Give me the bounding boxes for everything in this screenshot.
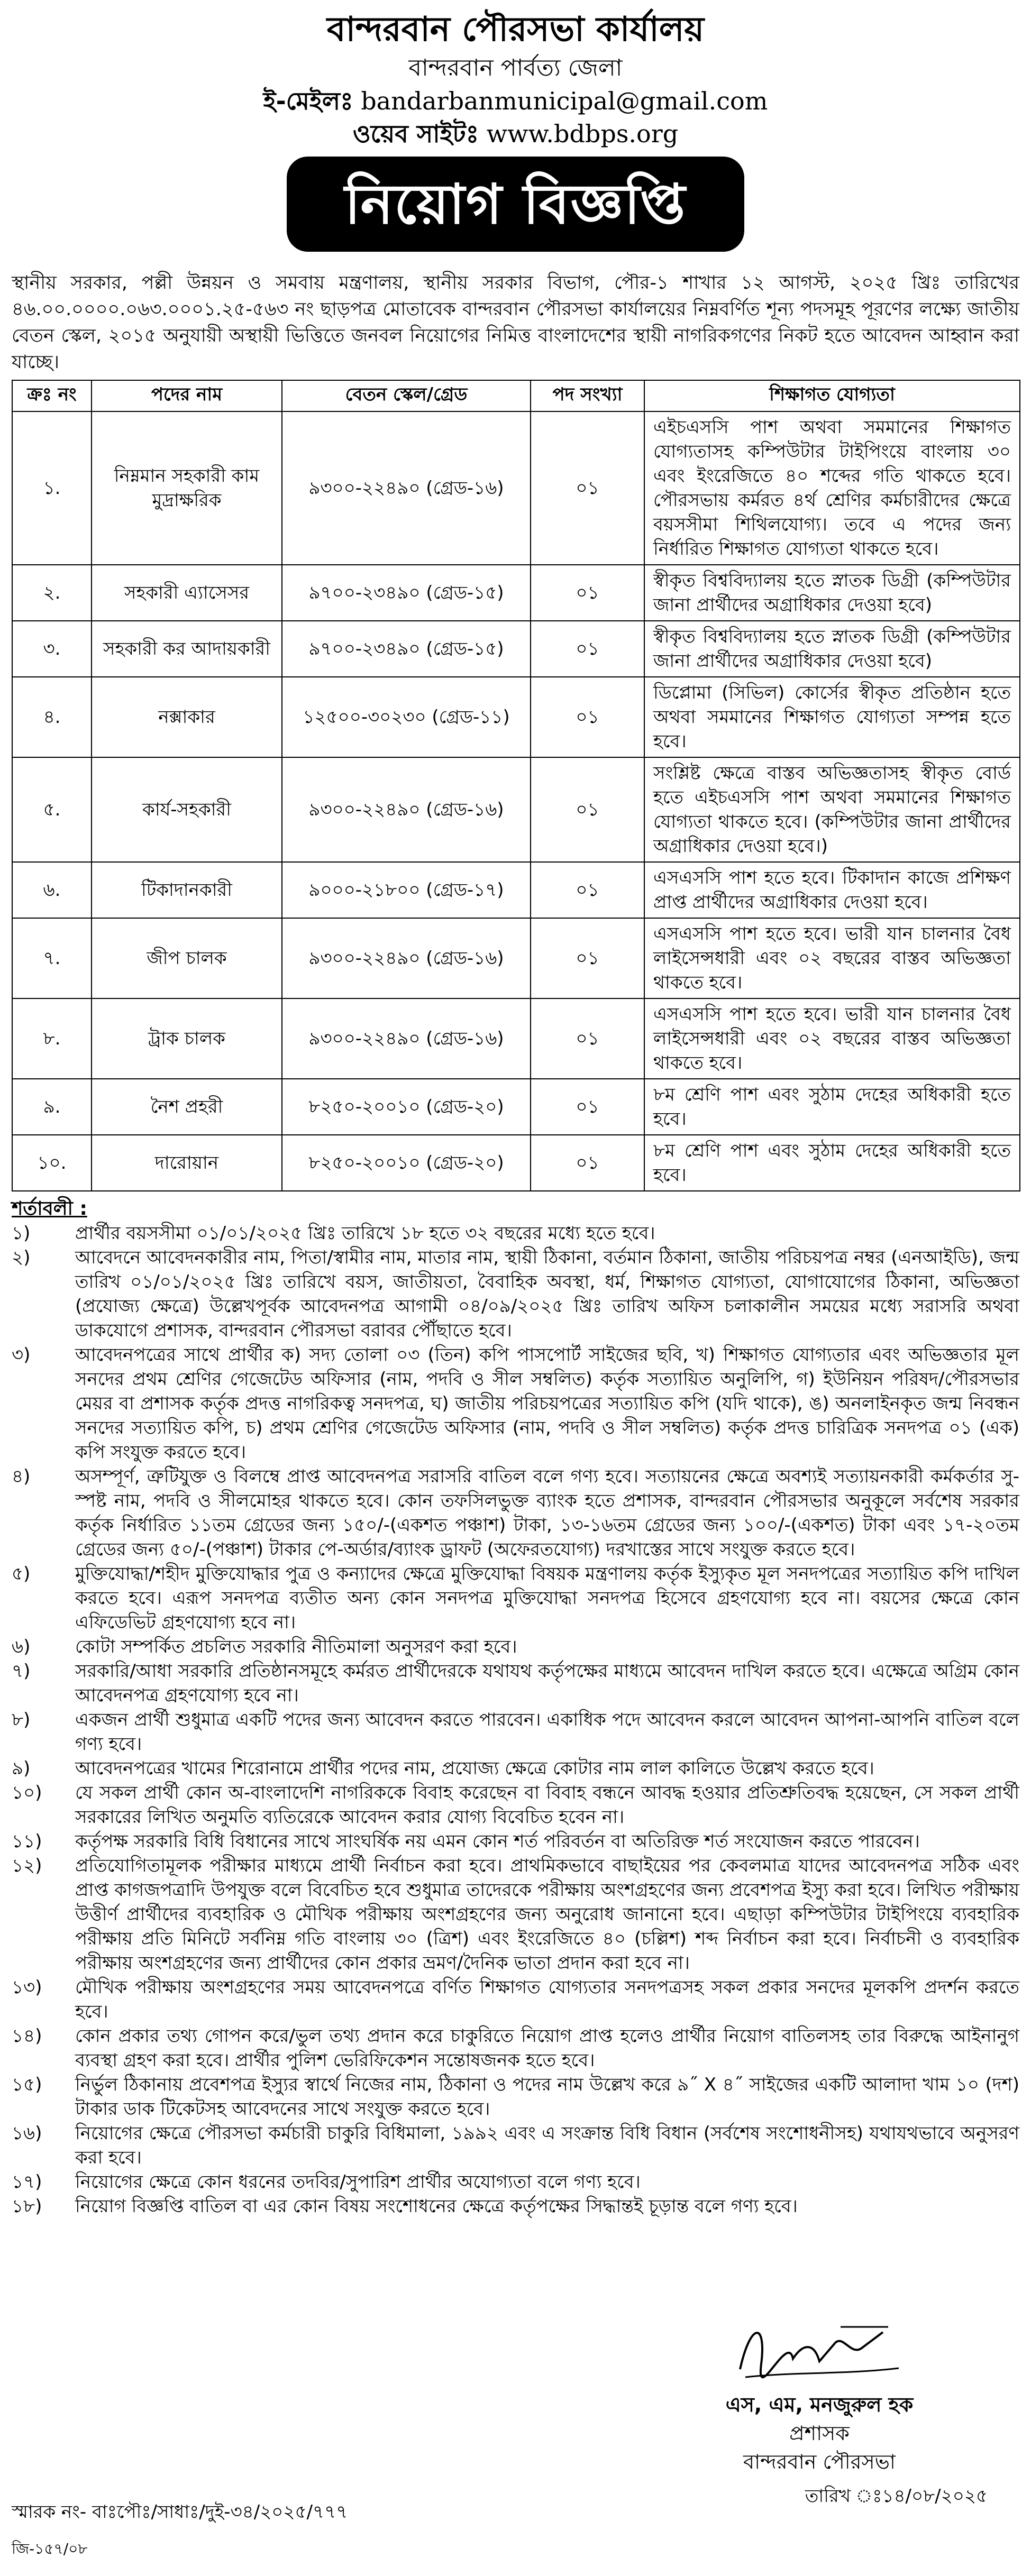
condition-item [12, 1562, 1019, 1635]
table-row [12, 862, 1020, 918]
table-header-row [12, 380, 1020, 411]
email-label: ই-মেইলঃ [263, 87, 353, 115]
col-header-scale: বেতন স্কেল/গ্রেড [282, 380, 531, 411]
condition-text: আবেদনপত্রের সাথে প্রার্থীর ক) সদ্য তোলা ০৩ (তিন) কপি পাসপোর্ট সাইজের ছবি, খ) শিক্ষাগত যোগ্যতার এবং অভিজ্ঞতার মূল সনদের প্রথম শ্রেণির গেজেটেড অফিসার (নাম, পদবি ও সীল সম্বলিত) কর্তৃক সত্যায়িত অনুলিপি, গ) ইউনিয়ন পরিষদ/পৌরসভার মেয়র বা প্রশাসক কর্তৃক প্রদত্ত নাগরিকত্ব সনদপত্র, ঘ) জাতীয় পরিচয়পত্রের সত্যায়িত কপি (যদি থাকে), ঙ) অনলাইনকৃত জন্ম নিবন্ধন সনদের সত্যায়িত কপি, চ) প্রথম শ্রেণির গেজেটেড অফিসার (নাম, পদবি ও সীল সম্বলিত) কর্তৃক প্রদত্ত চারিত্রিক সনদপত্র ০১ (এক) কপি সংযুক্ত করতে হবে। [75, 1344, 1019, 1463]
table-row [12, 565, 1020, 621]
cell-post-name: সহকারী কর আদায়কারী [92, 621, 282, 677]
condition-item [12, 2170, 1019, 2194]
condition-number: ১২) [12, 1855, 42, 1876]
condition-text: প্রার্থীর বয়সসীমা ০১/০১/২০২৫ খ্রিঃ তারিখে ১৮ হতে ৩২ বছরের মধ্যে হতে হবে। [75, 1223, 655, 1244]
signature-image [671, 2311, 968, 2390]
condition-item [12, 2024, 1019, 2073]
condition-text: নিয়োগ বিজ্ঞপ্তি বাতিল বা এর কোন বিষয় সংশোধনের ক্ষেত্রে কর্তৃপক্ষের সিদ্ধান্তই চূড়ান্ত বলে গণ্য হবে। [75, 2196, 798, 2217]
condition-number: ১৫) [12, 2074, 42, 2095]
cell-post-count: ০১ [531, 918, 644, 998]
cell-post-count: ০১ [531, 1135, 644, 1191]
table-row [12, 411, 1020, 565]
cell-qualification: ৮ম শ্রেণি পাশ এবং সুঠাম দেহের অধিকারী হতে হবে। [644, 1079, 1020, 1135]
notice-date: তারিখ ঃ১৪/০৮/২০২৫ [805, 2486, 988, 2507]
condition-item [12, 1464, 1019, 1562]
cell-serial: ৫. [12, 757, 92, 862]
organization-name: বান্দরবান পৌরসভা কার্যালয় [326, 10, 705, 49]
condition-item [12, 2121, 1019, 2170]
cell-pay-scale: ৯৩০০-২২৪৯০ (গ্রেড-১৬) [282, 998, 531, 1079]
cell-post-name: টিকাদানকারী [92, 862, 282, 918]
condition-item [12, 1829, 1019, 1854]
cell-post-count: ০১ [531, 862, 644, 918]
condition-number: ১৬) [12, 2123, 42, 2144]
condition-item [12, 1343, 1019, 1464]
cell-pay-scale: ১২৫০০-৩০২৩০ (গ্রেড-১১) [282, 677, 531, 757]
condition-number: ৩) [12, 1344, 31, 1365]
email-line [12, 85, 1019, 117]
cell-post-name: ট্রাক চালক [92, 998, 282, 1079]
condition-text: মৌখিক পরীক্ষায় অংশগ্রহণের সময় আবেদনপত্রে বর্ণিত শিক্ষাগত যোগ্যতার সনদপত্রসহ সকল প্রকার সনদের মূলকপি প্রদর্শন করতে হবে। [75, 1977, 1019, 2022]
table-row [12, 757, 1020, 862]
condition-number: ৫) [12, 1563, 31, 1584]
condition-item [12, 1975, 1019, 2024]
condition-item [12, 1781, 1019, 1829]
condition-text: যে সকল প্রার্থী কোন অ-বাংলাদেশি নাগরিককে বিবাহ করেছেন বা বিবাহ বন্ধনে আবদ্ধ হওয়ার প্রতিশ্রুতিবদ্ধ হয়েছেন, সে সকল প্রার্থী সরকারের লিখিত অনুমতি ব্যতিরেকে আবেদন করার যোগ্য বিবেচিত হবেন না। [75, 1782, 1019, 1828]
condition-item [12, 1854, 1019, 1975]
condition-text: আবেদনে আবেদনকারীর নাম, পিতা/স্বামীর নাম, মাতার নাম, স্থায়ী ঠিকানা, বর্তমান ঠিকানা, জাতীয় পরিচয়পত্র নম্বর (এনআইডি), জন্ম তারিখ ০১/০১/২০২৫ খ্রিঃ তারিখে বয়স, জাতীয়তা, বৈবাহিক অবস্থা, ধর্ম, শিক্ষাগত যোগ্যতা, যোগাযোগের ঠিকানা, অভিজ্ঞতা (প্রযোজ্য ক্ষেত্রে) উল্লেখপূর্বক আবেদনপত্র আগামী ০৪/০৯/২০২৫ খ্রিঃ তারিখ অফিস চলাকালীন সময়ের মধ্যে সরাসরি অথবা ডাকযোগে প্রশাসক, বান্দরবান পৌরসভা বরাবর পৌঁছাতে হবে। [75, 1247, 1019, 1341]
email-address: bandarbanmunicipal@gmail.com [361, 87, 768, 115]
posts-table-body [12, 411, 1020, 1191]
cell-post-name: কার্য-সহকারী [92, 757, 282, 862]
cell-qualification: এসএসসি পাশ হতে হবে। ভারী যান চালনার বৈধ লাইসেন্সধারী এবং ০২ বছরের বাস্তব অভিজ্ঞতা থাকতে হবে। [644, 918, 1020, 998]
cell-post-name: নৈশ প্রহরী [92, 1079, 282, 1135]
cell-post-count: ০১ [531, 998, 644, 1079]
cell-serial: ১০. [12, 1135, 92, 1191]
condition-text: প্রতিযোগিতামূলক পরীক্ষার মাধ্যমে প্রার্থী নির্বাচন করা হবে। প্রাথমিকভাবে বাছাইয়ের পর কেবলমাত্র যাদের আবেদনপত্র সঠিক এবং প্রাপ্ত কাগজপত্রাদি উপযুক্ত বলে বিবেচিত হবে শুধুমাত্র তাদেরকে পরীক্ষায় অংশগ্রহণের জন্য প্রবেশপত্র ইস্যু করা হবে। লিখিত পরীক্ষায় উত্তীর্ণ প্রার্থীদের ব্যবহারিক ও মৌখিক পরীক্ষায় অংশগ্রহণের জন্য অনুরোধ জানানো হবে। এছাড়া কম্পিউটার টাইপিংয়ে ব্যবহারিক পরীক্ষায় প্রতি মিনিটে সর্বনিম্ন গতি বাংলায় ৩০ (ত্রিশ) এবং ইংরেজিতে ৪০ (চল্লিশ) শব্দ নির্বাচন করা হবে। নির্বাচনী ও ব্যবহারিক পরীক্ষায় অংশগ্রহণের জন্য প্রার্থীদের কোন প্রকার ভ্রমণ/দৈনিক ভাতা প্রদান করা হবে না। [75, 1855, 1019, 1974]
signatory-office: বান্দরবান পৌরসভা [743, 2450, 896, 2473]
condition-text: কোন প্রকার তথ্য গোপন করে/ভুল তথ্য প্রদান করে চাকুরিতে নিয়োগ প্রাপ্ত হলেও প্রার্থীর নিয়োগ বাতিলসহ তার বিরুদ্ধে আইনানুগ ব্যবস্থা গ্রহণ করা হবে। প্রার্থীর পুলিশ ভেরিফিকেশন সন্তোষজনক হতে হবে। [75, 2025, 1019, 2071]
cell-serial: ৬. [12, 862, 92, 918]
table-row [12, 1079, 1020, 1135]
notice-banner: নিয়োগ বিজ্ঞপ্তি [287, 157, 745, 252]
condition-item [12, 1756, 1019, 1781]
condition-text: আবেদনপত্রের খামের শিরোনামে প্রার্থীর পদের নাম, প্রযোজ্য ক্ষেত্রে কোটার নাম লাল কালিতে উল্লেখ করতে হবে। [75, 1758, 874, 1779]
intro-paragraph: স্থানীয় সরকার, পল্লী উন্নয়ন ও সমবায় মন্ত্রণালয়, স্থানীয় সরকার বিভাগ, পৌর-১ শাখার ১২ আগস্ট, ২০২৫ খ্রিঃ তারিখের ৪৬.০০.০০০০.০৬৩.০০০১.২৫-৫৬৩ নং ছাড়পত্র মোতাবেক বান্দরবান পৌরসভা কার্যালয়ের নিম্নবর্ণিত শূন্য পদসমূহ পূরণের লক্ষ্যে জাতীয় বেতন স্কেল, ২০১৫ অনুযায়ী অস্থায়ী ভিত্তিতে জনবল নিয়োগের নিমিত্ত বাংলাদেশের স্থায়ী নাগরিকগণের নিকট হতে আবেদন আহ্বান করা যাচ্ছে। [12, 272, 1019, 373]
cell-post-count: ০১ [531, 1079, 644, 1135]
cell-serial: ৩. [12, 621, 92, 677]
condition-item [12, 1635, 1019, 1659]
condition-text: কর্তৃপক্ষ সরকারি বিধি বিধানের সাথে সাংঘর্ষিক নয় এমন কোন শর্ত পরিবর্তন বা অতিরিক্ত শর্ত সংযোজন করতে পারবেন। [75, 1831, 920, 1852]
cell-post-count: ০১ [531, 757, 644, 862]
cell-post-name: নিম্নমান সহকারী কাম মুদ্রাক্ষরিক [92, 411, 282, 565]
col-header-count: পদ সংখ্যা [531, 380, 644, 411]
table-row [12, 1135, 1020, 1191]
cell-pay-scale: ৯৩০০-২২৪৯০ (গ্রেড-১৬) [282, 918, 531, 998]
condition-text: মুক্তিযোদ্ধা/শহীদ মুক্তিযোদ্ধার পুত্র ও কন্যাদের ক্ষেত্রে মুক্তিযোদ্ধা বিষয়ক মন্ত্রণালয় কর্তৃক ইস্যুকৃত মূল সনদপত্রের সত্যায়িত কপি দাখিল করতে হবে। এরূপ সনদপত্র ব্যতীত অন্য কোন সনদপত্র মুক্তিযোদ্ধা সনদপত্র হিসেবে গ্রহণযোগ্য হবে না। বয়সের ক্ষেত্রে কোন এফিডেভিট গ্রহণযোগ্য হবে না। [75, 1563, 1019, 1633]
cell-serial: ১. [12, 411, 92, 565]
condition-item [12, 1221, 1019, 1245]
condition-number: ৬) [12, 1636, 31, 1657]
cell-qualification: সংশ্লিষ্ট ক্ষেত্রে বাস্তব অভিজ্ঞতাসহ স্বীকৃত বোর্ড হতে এইচএসসি পাশ অথবা সমমানের শিক্ষাগত যোগ্যতা থাকতে হবে। (কম্পিউটার জানা প্রার্থীদের অগ্রাধিকার দেওয়া হবে।) [644, 757, 1020, 862]
condition-number: ১৩) [12, 1977, 42, 1998]
cell-serial: ২. [12, 565, 92, 621]
table-row [12, 918, 1020, 998]
cell-serial: ৪. [12, 677, 92, 757]
condition-text: নির্ভুল ঠিকানায় প্রবেশপত্র ইস্যুর স্বার্থে নিজের নাম, ঠিকানা ও পদের নাম উল্লেখ করে ৯˝ X ৪˝ সাইজের একটি আলাদা খাম ১০ (দশ) টাকার ডাক টিকেটসহ আবেদনের সাথে সংযুক্ত করতে হবে। [75, 2074, 1019, 2120]
cell-serial: ৭. [12, 918, 92, 998]
col-header-qualification: শিক্ষাগত যোগ্যতা [644, 380, 1020, 411]
cell-pay-scale: ৯০০০-২১৮০০ (গ্রেড-১৭) [282, 862, 531, 918]
cell-pay-scale: ৯৭০০-২৩৪৯০ (গ্রেড-১৫) [282, 565, 531, 621]
cell-qualification: স্বীকৃত বিশ্ববিদ্যালয় হতে স্নাতক ডিগ্রী (কম্পিউটার জানা প্রার্থীদের অগ্রাধিকার দেওয়া হবে) [644, 565, 1020, 621]
cell-qualification: এসএসসি পাশ হতে হবে। টিকাদান কাজে প্রশিক্ষণ প্রাপ্ত প্রার্থীদের অগ্রাধিকার দেওয়া হবে। [644, 862, 1020, 918]
condition-item [12, 2073, 1019, 2121]
cell-serial: ৮. [12, 998, 92, 1079]
condition-number: ১৪) [12, 2025, 42, 2047]
conditions-list [12, 1221, 1019, 2219]
cell-qualification: এইচএসসি পাশ অথবা সমমানের শিক্ষাগত যোগ্যতাসহ কম্পিউটার টাইপিংয়ে বাংলায় ৩০ এবং ইংরেজিতে ৪০ শব্দের গতি থাকতে হবে। পৌরসভায় কর্মরত ৪র্থ শ্রেণির কর্মচারীদের ক্ষেত্রে বয়সসীমা শিথিলযোগ্য। তবে এ পদের জন্য নির্ধারিত শিক্ষাগত যোগ্যতা থাকতে হবে। [644, 411, 1020, 565]
condition-number: ১০) [12, 1782, 42, 1803]
website-label: ওয়েব সাইটঃ [352, 120, 479, 148]
condition-number: ৪) [12, 1466, 31, 1487]
cell-pay-scale: ৯৩০০-২২৪৯০ (গ্রেড-১৬) [282, 411, 531, 565]
website-url: www.bdbps.org [486, 120, 679, 148]
condition-text: সরকারি/আধা সরকারি প্রতিষ্ঠানসমূহে কর্মরত প্রার্থীদেরকে যথাযথ কর্তৃপক্ষের মাধ্যমে আবেদন দাখিল করতে হবে। এক্ষেত্রে অগ্রিম কোন আবেদনপত্র গ্রহণযোগ্য হবে না। [75, 1661, 1019, 1706]
posts-table [12, 380, 1020, 1191]
table-row [12, 998, 1020, 1079]
condition-text: একজন প্রার্থী শুধুমাত্র একটি পদের জন্য আবেদন করতে পারবেন। একাধিক পদে আবেদন করলে আবেদন আপনা-আপনি বাতিল বলে গণ্য হবে। [75, 1709, 1019, 1755]
cell-qualification: ডিপ্লোমা (সিভিল) কোর্সের স্বীকৃত প্রতিষ্ঠান হতে অথবা সমমানের শিক্ষাগত যোগ্যতা সম্পন্ন হতে হবে। [644, 677, 1020, 757]
cell-pay-scale: ৯৩০০-২২৪৯০ (গ্রেড-১৬) [282, 757, 531, 862]
condition-number: ৮) [12, 1709, 31, 1730]
cell-pay-scale: ৯৭০০-২৩৪৯০ (গ্রেড-১৫) [282, 621, 531, 677]
condition-item [12, 1245, 1019, 1343]
cell-pay-scale: ৮২৫০-২০০১০ (গ্রেড-২০) [282, 1135, 531, 1191]
condition-item [12, 1659, 1019, 1708]
banner-wrap [12, 157, 1019, 262]
district-name: বান্দরবান পার্বত্য জেলা [408, 54, 623, 81]
cell-post-name: দারোয়ান [92, 1135, 282, 1191]
condition-number: ২) [12, 1247, 31, 1268]
condition-number: ১৭) [12, 2171, 42, 2193]
cell-post-count: ০১ [531, 565, 644, 621]
col-header-sl: ক্রঃ নং [12, 380, 92, 411]
cell-serial: ৯. [12, 1079, 92, 1135]
cell-pay-scale: ৮২৫০-২০০১০ (গ্রেড-২০) [282, 1079, 531, 1135]
cell-qualification: এসএসসি পাশ হতে হবে। ভারী যান চালনার বৈধ লাইসেন্সধারী এবং ০২ বছরের বাস্তব অভিজ্ঞতা থাকতে হবে। [644, 998, 1020, 1079]
cell-post-count: ০১ [531, 411, 644, 565]
condition-number: ১৮) [12, 2196, 42, 2217]
signatory-title: প্রশাসক [789, 2422, 850, 2445]
condition-number: ৭) [12, 1661, 31, 1682]
header [12, 0, 1019, 150]
cell-post-name: সহকারী এ্যাসেসর [92, 565, 282, 621]
cell-post-name: জীপ চালক [92, 918, 282, 998]
conditions-title: শর্তাবলী : [12, 1198, 87, 1220]
cell-post-count: ০১ [531, 677, 644, 757]
condition-text: অসম্পূর্ণ, ত্রুটিযুক্ত ও বিলম্বে প্রাপ্ত আবেদনপত্র সরাসরি বাতিল বলে গণ্য হবে। সত্যায়নের ক্ষেত্রে অবশ্যই সত্যায়নকারী কর্মকর্তার সু-স্পষ্ট নাম, পদবি ও সীলমোহর থাকতে হবে। কোন তফসিলভুক্ত ব্যাংক হতে প্রশাসক, বান্দরবান পৌরসভার অনুকূলে সর্বশেষ সরকার কর্তৃক নির্ধারিত ১১তম গ্রেডের জন্য ১৫০/-(একশত পঞ্চাশ) টাকা, ১৩-১৬তম গ্রেডের জন্য ১০০/-(একশত) টাকা এবং ১৭-২০তম গ্রেডের জন্য ৫০/-(পঞ্চাশ) টাকার পে-অর্ডার/ব্যাংক ড্রাফট (অফেরতযোগ্য) দরখাস্তের সাথে সংযুক্ত করতে হবে। [75, 1466, 1019, 1560]
condition-number: ১১) [12, 1831, 42, 1852]
condition-text: কোটা সম্পর্কিত প্রচলিত সরকারি নীতিমালা অনুসরণ করা হবে। [75, 1636, 517, 1657]
condition-number: ৯) [12, 1758, 31, 1779]
website-line [12, 117, 1019, 150]
table-row [12, 677, 1020, 757]
signature-block [671, 2311, 968, 2476]
cell-qualification: স্বীকৃত বিশ্ববিদ্যালয় হতে স্নাতক ডিগ্রী (কম্পিউটার জানা প্রার্থীদের অগ্রাধিকার দেওয়া হবে) [644, 621, 1020, 677]
cell-post-count: ০১ [531, 621, 644, 677]
condition-number: ১) [12, 1223, 31, 1244]
handwritten-signature [729, 2311, 909, 2390]
condition-item [12, 2194, 1019, 2219]
signatory-name: এস, এম, মনজুরুল হক [725, 2393, 914, 2416]
condition-item [12, 1708, 1019, 1756]
cell-post-name: নক্সাকার [92, 677, 282, 757]
condition-text: নিয়োগের ক্ষেত্রে পৌরসভা কর্মচারী চাকুরি বিধিমালা, ১৯৯২ এবং এ সংক্রান্ত বিধি বিধান (সর্বশেষ সংশোধনীসহ) যথাযথভাবে অনুসরণ করা হবে। [75, 2123, 1019, 2168]
memo-number: স্মারক নং- বাঃপৌঃ/সাধাঃ/দুই-৩৪/২০২৫/৭৭৭ [12, 2501, 348, 2523]
cell-qualification: ৮ম শ্রেণি পাশ এবং সুঠাম দেহের অধিকারী হতে হবে। [644, 1135, 1020, 1191]
table-row [12, 621, 1020, 677]
condition-text: নিয়োগের ক্ষেত্রে কোন ধরনের তদবির/সুপারিশ প্রার্থীর অযোগ্যতা বলে গণ্য হবে। [75, 2171, 641, 2193]
publication-code: জি-১৫৭/০৮ [12, 2540, 88, 2557]
col-header-post: পদের নাম [92, 380, 282, 411]
